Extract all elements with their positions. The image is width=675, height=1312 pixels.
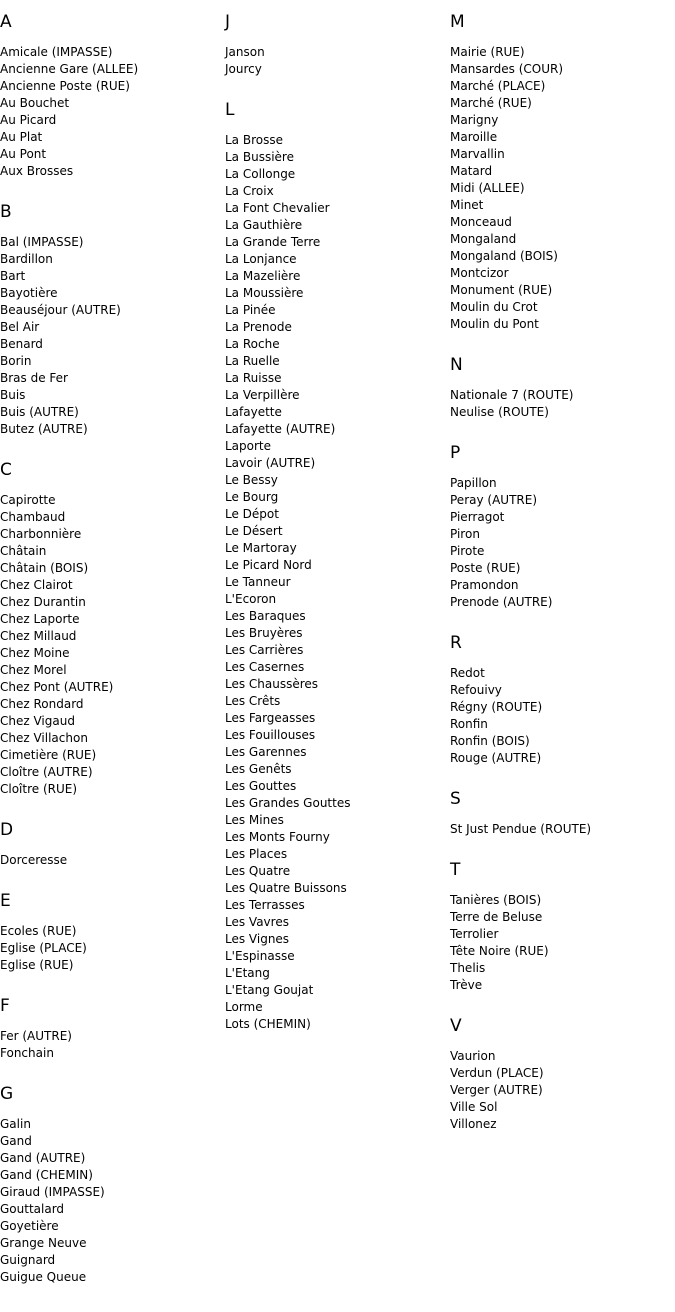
- street-list-item: Capirotte: [0, 493, 56, 507]
- street-list-item: St Just Pendue (ROUTE): [450, 822, 592, 836]
- street-list-item: Tanières (BOIS): [450, 893, 542, 907]
- street-list: [450, 665, 675, 767]
- street-list-item: Mansardes (COUR): [450, 62, 564, 76]
- street-list-item: Ecoles (RUE): [0, 924, 77, 938]
- street-list-item: Fer (AUTRE): [0, 1029, 72, 1043]
- street-list-item: Guigue Queue: [0, 1270, 87, 1284]
- letter-section-p: [450, 443, 675, 611]
- street-list-item: Ville Sol: [450, 1100, 498, 1114]
- street-list-item: Au Picard: [0, 113, 57, 127]
- street-list-item: Bart: [0, 269, 26, 283]
- street-list-item: Redot: [450, 666, 485, 680]
- street-list-item: Monument (RUE): [450, 283, 553, 297]
- street-list-item: Grange Neuve: [0, 1236, 87, 1250]
- street-list-item: Guignard: [0, 1253, 56, 1267]
- street-list: [0, 852, 225, 869]
- street-list-item: Les Vavres: [225, 915, 289, 929]
- street-list-item: La Roche: [225, 337, 280, 351]
- street-list-item: Charbonnière: [0, 527, 82, 541]
- street-list-item: Montcizor: [450, 266, 509, 280]
- street-list-item: Rouge (AUTRE): [450, 751, 542, 765]
- street-list-item: Buis: [0, 388, 26, 402]
- street-list-item: Fonchain: [0, 1046, 54, 1060]
- street-list-item: Le Picard Nord: [225, 558, 312, 572]
- street-list-item: Chez Laporte: [0, 612, 80, 626]
- street-list: [0, 1028, 225, 1062]
- street-list-item: Cimetière (RUE): [0, 748, 97, 762]
- street-list-item: Peray (AUTRE): [450, 493, 537, 507]
- street-list-item: Marvallin: [450, 147, 505, 161]
- street-list-item: Pirote: [450, 544, 485, 558]
- street-list-item: Thelis: [450, 961, 486, 975]
- street-list-item: Les Places: [225, 847, 288, 861]
- letter-heading: B: [0, 202, 12, 222]
- street-list-item: Chez Moine: [0, 646, 70, 660]
- street-list-item: Les Crêts: [225, 694, 281, 708]
- street-list-item: Buis (AUTRE): [0, 405, 79, 419]
- street-list-item: La Ruisse: [225, 371, 282, 385]
- street-list-item: Lafayette (AUTRE): [225, 422, 336, 436]
- street-list: [0, 492, 225, 798]
- street-list-item: Minet: [450, 198, 484, 212]
- street-list-item: Mongaland: [450, 232, 517, 246]
- street-list-item: Jourcy: [225, 62, 262, 76]
- street-list-item: Les Grandes Gouttes: [225, 796, 351, 810]
- street-list-item: Bal (IMPASSE): [0, 235, 84, 249]
- letter-section-j: [225, 12, 450, 78]
- street-list-item: La Pinée: [225, 303, 276, 317]
- street-list-item: Le Bourg: [225, 490, 279, 504]
- street-list-item: Cloître (RUE): [0, 782, 78, 796]
- street-list-item: Mongaland (BOIS): [450, 249, 558, 263]
- street-list-item: Au Pont: [0, 147, 47, 161]
- letter-heading: V: [450, 1016, 462, 1036]
- street-list-item: La Grande Terre: [225, 235, 321, 249]
- street-list-item: Pramondon: [450, 578, 519, 592]
- street-list-item: La Ruelle: [225, 354, 280, 368]
- street-list-item: La Font Chevalier: [225, 201, 330, 215]
- street-list: [450, 44, 675, 333]
- street-list-item: Mairie (RUE): [450, 45, 525, 59]
- letter-heading: M: [450, 12, 465, 32]
- street-list-item: Les Garennes: [225, 745, 307, 759]
- street-list-item: Papillon: [450, 476, 497, 490]
- street-list: [0, 44, 225, 180]
- letter-section-g: [0, 1084, 225, 1286]
- street-list-item: Refouivy: [450, 683, 502, 697]
- street-list-item: Lorme: [225, 1000, 263, 1014]
- letter-heading: R: [450, 633, 462, 653]
- street-index-column-2: [225, 0, 450, 1055]
- street-list-item: Les Terrasses: [225, 898, 305, 912]
- street-list-item: Lafayette: [225, 405, 282, 419]
- street-list: [450, 892, 675, 994]
- street-list-item: Villonez: [450, 1117, 497, 1131]
- street-list-item: Les Genêts: [225, 762, 292, 776]
- street-list-item: Ronfin (BOIS): [450, 734, 530, 748]
- street-list-item: Benard: [0, 337, 43, 351]
- street-index-column-3: [450, 0, 675, 1155]
- street-list: [225, 44, 450, 78]
- street-list-item: Les Bruyères: [225, 626, 303, 640]
- street-list-item: Ronfin: [450, 717, 488, 731]
- street-list-item: Chez Rondard: [0, 697, 84, 711]
- street-list-item: Janson: [225, 45, 265, 59]
- street-list-item: Les Monts Fourny: [225, 830, 330, 844]
- street-list-item: Verger (AUTRE): [450, 1083, 543, 1097]
- street-list-item: Laporte: [225, 439, 272, 453]
- letter-heading: N: [450, 355, 463, 375]
- street-list-item: Nationale 7 (ROUTE): [450, 388, 574, 402]
- street-list: [225, 132, 450, 1033]
- street-list-item: Au Bouchet: [0, 96, 70, 110]
- street-list-item: Le Tanneur: [225, 575, 291, 589]
- street-list-item: La Croix: [225, 184, 274, 198]
- street-list-item: Les Carrières: [225, 643, 304, 657]
- street-list-item: Verdun (PLACE): [450, 1066, 544, 1080]
- street-list-item: Le Désert: [225, 524, 283, 538]
- street-list-item: Giraud (IMPASSE): [0, 1185, 105, 1199]
- street-list-item: Tête Noire (RUE): [450, 944, 549, 958]
- street-list-item: L'Etang: [225, 966, 270, 980]
- street-list-item: Monceaud: [450, 215, 512, 229]
- letter-section-b: [0, 202, 225, 438]
- street-list-item: Les Quatre: [225, 864, 291, 878]
- letter-section-v: [450, 1016, 675, 1133]
- street-list-item: Les Fouillouses: [225, 728, 316, 742]
- street-list-item: Gouttalard: [0, 1202, 65, 1216]
- street-list-item: Pierragot: [450, 510, 505, 524]
- street-list-item: Chez Durantin: [0, 595, 86, 609]
- street-list-item: Prenode (AUTRE): [450, 595, 553, 609]
- street-list-item: Les Quatre Buissons: [225, 881, 347, 895]
- street-list-item: Les Fargeasses: [225, 711, 316, 725]
- street-list-item: Bayotière: [0, 286, 58, 300]
- street-list: [450, 387, 675, 421]
- street-index-column-1: [0, 0, 225, 1308]
- street-list-item: Matard: [450, 164, 493, 178]
- street-list-item: Aux Brosses: [0, 164, 74, 178]
- street-list-item: La Prenode: [225, 320, 292, 334]
- street-list-item: Châtain: [0, 544, 47, 558]
- street-list-item: Midi (ALLEE): [450, 181, 525, 195]
- street-list-item: Le Dépot: [225, 507, 279, 521]
- street-list-item: Marché (RUE): [450, 96, 532, 110]
- street-list-item: Régny (ROUTE): [450, 700, 543, 714]
- street-list-item: Butez (AUTRE): [0, 422, 88, 436]
- street-list-item: Piron: [450, 527, 480, 541]
- street-list-item: Moulin du Pont: [450, 317, 539, 331]
- letter-section-r: [450, 633, 675, 767]
- letter-heading: D: [0, 820, 14, 840]
- street-list-item: Chez Clairot: [0, 578, 73, 592]
- letter-section-e: [0, 891, 225, 974]
- street-list-item: Au Plat: [0, 130, 43, 144]
- street-list: [450, 475, 675, 611]
- letter-section-t: [450, 860, 675, 994]
- street-list-item: Les Gouttes: [225, 779, 297, 793]
- street-list-item: Vaurion: [450, 1049, 496, 1063]
- street-list-item: Les Casernes: [225, 660, 305, 674]
- street-list-item: Beauséjour (AUTRE): [0, 303, 121, 317]
- street-list-item: La Lonjance: [225, 252, 297, 266]
- street-list-item: La Bussière: [225, 150, 294, 164]
- street-list-item: Maroille: [450, 130, 498, 144]
- street-list-item: Les Vignes: [225, 932, 290, 946]
- street-list-item: Terre de Beluse: [450, 910, 543, 924]
- street-list-item: Dorceresse: [0, 853, 68, 867]
- street-list-item: Galin: [0, 1117, 31, 1131]
- letter-section-l: [225, 100, 450, 1033]
- street-list: [0, 923, 225, 974]
- street-list-item: Chez Millaud: [0, 629, 77, 643]
- street-list-item: Chambaud: [0, 510, 66, 524]
- letter-section-c: [0, 460, 225, 798]
- street-list-item: Bel Air: [0, 320, 40, 334]
- street-list-item: Marigny: [450, 113, 499, 127]
- letter-section-s: [450, 789, 675, 838]
- street-list-item: La Mazelière: [225, 269, 301, 283]
- letter-heading: J: [225, 12, 231, 32]
- street-list-item: Goyetière: [0, 1219, 59, 1233]
- street-list-item: L'Espinasse: [225, 949, 295, 963]
- letter-section-d: [0, 820, 225, 869]
- street-list-item: Lots (CHEMIN): [225, 1017, 311, 1031]
- street-list-item: Neulise (ROUTE): [450, 405, 549, 419]
- street-list-item: Gand (AUTRE): [0, 1151, 86, 1165]
- letter-heading: E: [0, 891, 11, 911]
- street-list-item: Lavoir (AUTRE): [225, 456, 316, 470]
- street-list-item: Chez Pont (AUTRE): [0, 680, 114, 694]
- street-list-item: Poste (RUE): [450, 561, 521, 575]
- letter-heading: C: [0, 460, 12, 480]
- street-list-item: Borin: [0, 354, 32, 368]
- letter-section-m: [450, 12, 675, 333]
- street-list-item: Moulin du Crot: [450, 300, 538, 314]
- street-list-item: Marché (PLACE): [450, 79, 546, 93]
- street-list-item: Les Mines: [225, 813, 284, 827]
- street-list-item: La Moussière: [225, 286, 304, 300]
- letter-section-n: [450, 355, 675, 421]
- letter-heading: S: [450, 789, 461, 809]
- street-list-item: Eglise (PLACE): [0, 941, 87, 955]
- street-list: [0, 1116, 225, 1286]
- letter-heading: G: [0, 1084, 14, 1104]
- street-list-item: Le Bessy: [225, 473, 278, 487]
- street-list-item: Les Baraques: [225, 609, 306, 623]
- street-list-item: Ancienne Gare (ALLEE): [0, 62, 139, 76]
- letter-heading: T: [450, 860, 461, 880]
- street-list-item: La Verpillère: [225, 388, 300, 402]
- street-list-item: Bras de Fer: [0, 371, 68, 385]
- street-list-item: Chez Morel: [0, 663, 67, 677]
- street-list-item: Terrolier: [450, 927, 499, 941]
- letter-heading: P: [450, 443, 461, 463]
- street-list-item: Le Martoray: [225, 541, 297, 555]
- street-list-item: Châtain (BOIS): [0, 561, 89, 575]
- street-list-item: Chez Vigaud: [0, 714, 75, 728]
- letter-heading: F: [0, 996, 10, 1016]
- street-list-item: Bardillon: [0, 252, 53, 266]
- street-list-item: La Collonge: [225, 167, 296, 181]
- street-list-item: Chez Villachon: [0, 731, 88, 745]
- street-list-item: Eglise (RUE): [0, 958, 74, 972]
- letter-section-f: [0, 996, 225, 1062]
- street-list: [0, 234, 225, 438]
- street-list-item: Gand: [0, 1134, 32, 1148]
- street-list-item: L'Etang Goujat: [225, 983, 314, 997]
- street-list-item: Amicale (IMPASSE): [0, 45, 113, 59]
- street-list: [450, 1048, 675, 1133]
- street-list-item: Gand (CHEMIN): [0, 1168, 93, 1182]
- letter-heading: A: [0, 12, 12, 32]
- letter-heading: L: [225, 100, 235, 120]
- street-list-item: Cloître (AUTRE): [0, 765, 93, 779]
- letter-section-a: [0, 12, 225, 180]
- street-list-item: La Brosse: [225, 133, 283, 147]
- street-list-item: Trève: [450, 978, 483, 992]
- street-list-item: Les Chaussères: [225, 677, 319, 691]
- street-list: [450, 821, 675, 838]
- street-list-item: L'Ecoron: [225, 592, 277, 606]
- street-list-item: Ancienne Poste (RUE): [0, 79, 130, 93]
- street-list-item: La Gauthière: [225, 218, 303, 232]
